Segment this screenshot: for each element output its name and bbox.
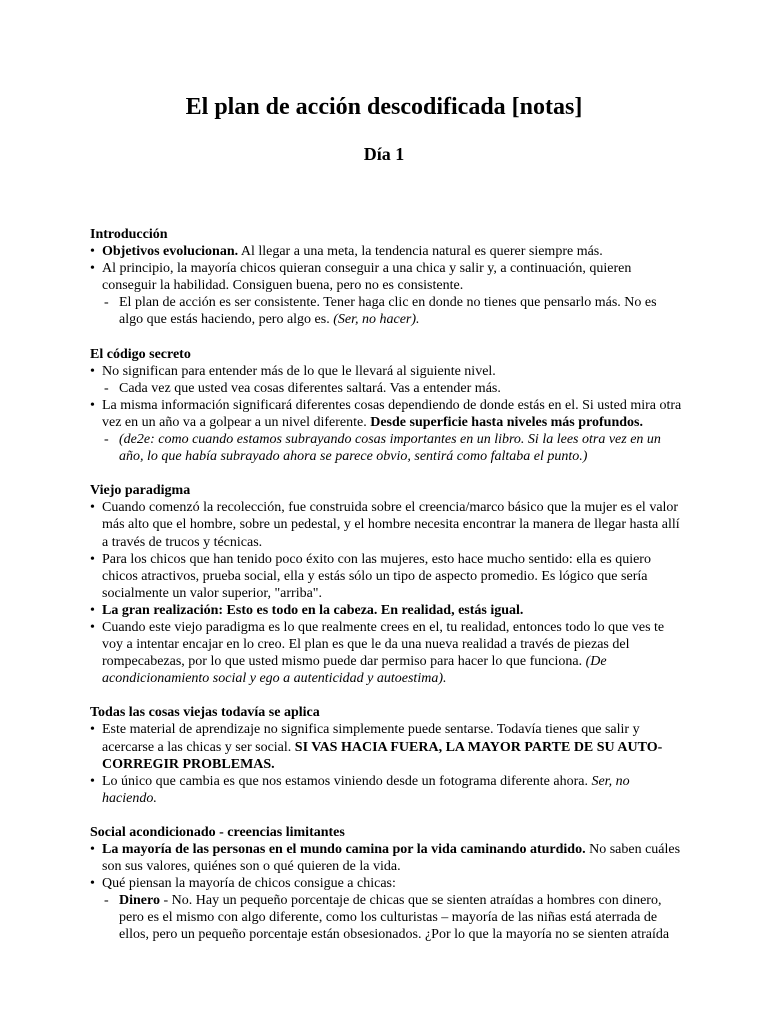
body-text: Cada vez que usted vea cosas diferentes saltará. Vas a entender más. [119, 380, 501, 396]
body-text: Cuando comenzó la recolección, fue construida sobre el creencia/marco básico que la mujer es el valor más alto que el hombre, sobre un pedestal, y el hombre necesita encontrar la manera de llegar hasta allí a través de trucos y técnicas. [102, 500, 680, 550]
italic-text: Ser, no haciendo. [102, 773, 630, 806]
dash-item [90, 892, 682, 943]
body-text: Al llegar a una meta, la tendencia natural es querer siempre más. [238, 244, 603, 260]
bullet-item [90, 397, 682, 431]
bold-text: Dinero [119, 893, 160, 909]
bold-text: SI VAS HACIA FUERA, LA MAYOR PARTE DE SU AUTO-CORREGIR PROBLEMAS. [102, 739, 663, 772]
section-heading: El código secreto [90, 346, 191, 362]
bullet-item [90, 260, 682, 294]
section-cosas-viejas [90, 704, 682, 807]
section-introduccion [90, 226, 682, 329]
body-text: La misma información significará diferentes cosas dependiendo de donde estás en el. Si usted mira otra vez en un año va a golpear a un nivel diferente. [102, 397, 682, 430]
section-heading: Todas las cosas viejas todavía se aplica [90, 705, 320, 721]
section-codigo-secreto [90, 346, 682, 466]
body-text: No saben cuáles son sus valores, quiénes son o qué quieren de la vida. [102, 842, 681, 875]
section-viejo-paradigma [90, 482, 682, 687]
section-heading: Viejo paradigma [90, 483, 191, 499]
bold-text: La gran realización: Esto es todo en la cabeza. En realidad, estás igual. [102, 602, 524, 618]
body-text: Lo único que cambia es que nos estamos viniendo desde un fotograma diferente ahora. [102, 773, 592, 789]
italic-text: (Ser, no hacer). [333, 312, 420, 328]
section-social-acondicionado [90, 824, 682, 944]
italic-text: (de2e: como cuando estamos subrayando cosas importantes en un libro. Si la lees otra vez en un año, lo que había subrayado ahora se parece obvio, sentirá como faltaba el punto.) [119, 432, 661, 465]
bullet-item [90, 363, 682, 380]
body-text: - No. Hay un pequeño porcentaje de chicas que se sienten atraídas a hombres con dinero, pero es el mismo con algo diferente, como los culturistas – mayoría de las niñas está aterrada de ellos, pero un pequeño porcentaje están obsesionados. ¿Por lo que la mayoría no se sienten atraída [119, 893, 670, 943]
day-heading: Día 1 [363, 144, 405, 164]
bullet-item [90, 619, 682, 687]
bullet-item [90, 841, 682, 875]
bullet-item [90, 875, 682, 892]
bold-text: La mayoría de las personas en el mundo camina por la vida caminando aturdido. [102, 842, 586, 857]
bullet-item [90, 243, 682, 260]
body-text: Qué piensan la mayoría de chicos consigue a chicas: [102, 876, 396, 892]
body-text: Cuando este viejo paradigma es lo que realmente crees en el, tu realidad, entonces todo lo que ves te voy a intentar encajar en lo creo. El plan es que le da una nueva realidad a través de piezas del rompecabezas, por lo que usted mismo puede dar permiso para hacer lo que funciona. [102, 619, 665, 670]
dash-item [90, 380, 682, 397]
body-text: Este material de aprendizaje no significa simplemente puede sentarse. Todavía tienes que salir y acercarse a las chicas y ser social. [102, 722, 640, 755]
dash-item [90, 294, 682, 328]
body-text: Al principio, la mayoría chicos quieran conseguir a una chica y salir y, a continuación, quieren conseguir la habilidad. Consiguen buena, pero no es consistente. [102, 261, 632, 294]
bullet-item [90, 721, 682, 772]
bullet-item [90, 499, 682, 550]
bullet-item [90, 773, 682, 807]
bold-text: Objetivos evolucionan. [102, 244, 239, 260]
dash-item [90, 431, 682, 465]
body-text: No significan para entender más de lo que le llevará al siguiente nivel. [102, 363, 496, 379]
section-heading: Introducción [90, 227, 168, 242]
bullet-item [90, 602, 682, 619]
body-text: El plan de acción es ser consistente. Tener haga clic en donde no tienes que pensarlo más. No es algo que estás haciendo, pero algo es. [119, 295, 657, 328]
italic-text: (De acondicionamiento social y ego a autenticidad y autoestima). [102, 654, 607, 687]
body-text: Para los chicos que han tenido poco éxito con las mujeres, esto hace mucho sentido: ella es quiero chicos atractivos, prueba social, ella y estás sólo un tipo de aspecto promedio. Es lógico que sería socialmente un valor superior, "arriba". [102, 551, 651, 601]
bold-text: Desde superficie hasta niveles más profundos. [370, 414, 643, 430]
document-title: El plan de acción descodificada [notas] [185, 94, 583, 120]
bullet-item [90, 551, 682, 602]
section-heading: Social acondicionado - creencias limitantes [90, 824, 345, 840]
document-body [90, 226, 682, 961]
